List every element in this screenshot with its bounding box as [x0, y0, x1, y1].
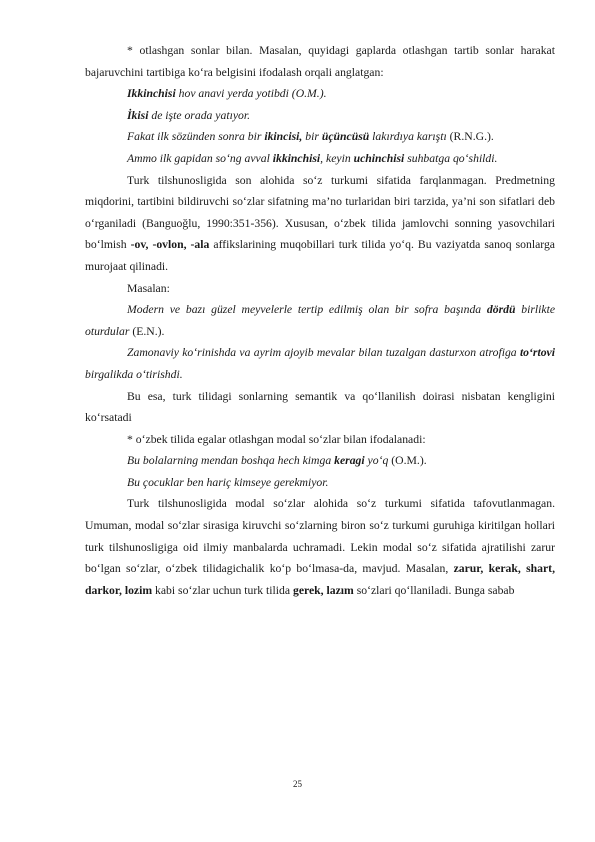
- text-run: so‘zlari qo‘llaniladi. Bunga sabab: [353, 583, 515, 597]
- paragraph: [85, 278, 555, 300]
- text-run: * o‘zbek tilida egalar otlashgan modal so‘zlar bilan ifodalanadi:: [127, 432, 426, 446]
- page-number: 25: [293, 779, 302, 789]
- text-run: Zamonaviy ko‘rinishda va ayrim ajoyib mevalar bilan tuzalgan dasturxon atrofiga: [127, 346, 520, 360]
- text-run: İkisi: [127, 108, 149, 122]
- text-run: ikincisi,: [264, 130, 303, 144]
- text-run: affikslarining muqobillari turk tilida yo‘q. Bu vaziyatda sanoq sonlarga murojaat qilinadi.: [85, 238, 555, 273]
- text-run: üçüncüsü: [321, 130, 370, 144]
- text-run: Bu çocuklar ben hariç kimseye gerekmiyor.: [127, 475, 329, 489]
- text-run: de işte orada yatıyor.: [148, 108, 251, 122]
- text-run: birlikte oturdular: [85, 303, 556, 338]
- paragraph: [85, 342, 555, 385]
- paragraph: [85, 83, 555, 105]
- paragraph: [85, 386, 555, 429]
- paragraph: [85, 299, 555, 342]
- text-run: uchinchisi: [353, 151, 405, 165]
- document-page: [85, 40, 555, 601]
- text-run: zarur, kerak, shart, darkor, lozim: [85, 562, 555, 597]
- text-run: hov anavi yerda yotibdi (O.M.).: [175, 87, 327, 101]
- text-run: yo‘q: [364, 454, 389, 468]
- paragraph: [85, 126, 555, 148]
- text-run: suhbatga qo‘shildi.: [404, 151, 498, 165]
- text-run: Masalan:: [127, 281, 170, 295]
- text-run: Bu bolalarning mendan boshqa hech kimga: [127, 454, 335, 468]
- text-run: Fakat ilk sözünden sonra bir: [127, 130, 265, 144]
- paragraph: [85, 450, 555, 472]
- text-run: ikkinchisi: [272, 151, 321, 165]
- text-run: (O.M.).: [388, 454, 427, 468]
- text-run: Bu esa, turk tilidagi sonlarning semantik va qo‘llanilish doirasi nisbatan kengligini ko‘rsatadi: [85, 389, 555, 425]
- paragraph: [85, 472, 555, 494]
- text-run: gerek, lazım: [292, 583, 354, 597]
- text-run: bir: [302, 130, 322, 144]
- text-run: dördü: [486, 303, 516, 317]
- paragraph: [85, 148, 555, 170]
- paragraph: [85, 40, 555, 83]
- text-run: birgalikda o‘tirishdi.: [85, 367, 183, 381]
- paragraph: [85, 493, 555, 601]
- text-run: (E.N.).: [129, 324, 165, 338]
- text-run: Modern ve bazı güzel meyvelerle tertip edilmiş olan bir sofra başında: [127, 303, 487, 317]
- text-run: to‘rtovi: [519, 346, 555, 360]
- paragraph: [85, 429, 555, 451]
- text-run: Turk tilshunosligida son alohida so‘z turkumi sifatida farqlanmagan. Predmetning miqdorini, tartibini bildiruvchi so‘zlar sifatning ma’no turlaridan biri tarzida, ya’ni son sifatlari deb o‘rganiladi (Banguoğlu, 1990:351-356). Xususan, o‘zbek tilida jamlovchi sonning yasovchilari bo‘lmish: [85, 173, 555, 252]
- text-run: * otlashgan sonlar bilan. Masalan, quyidagi gaplarda otlashgan tartib sonlar harakat bajaruvchini tartibiga ko‘ra belgisini ifodalash orqali anglatgan:: [85, 44, 555, 79]
- text-run: , keyin: [320, 151, 354, 165]
- text-run: kabi so‘zlar uchun turk tilida: [152, 583, 293, 597]
- paragraph: [85, 170, 555, 278]
- text-run: Ikkinchisi: [127, 87, 176, 101]
- paragraph: [85, 105, 555, 127]
- text-run: lakırdıya karıştı: [369, 130, 447, 144]
- text-run: Ammo ilk gapidan so‘ng avval: [127, 151, 273, 165]
- text-body: [85, 40, 555, 601]
- text-run: (R.N.G.).: [446, 130, 494, 144]
- text-run: -ov, -ovlon, -ala: [130, 238, 210, 252]
- text-run: Turk tilshunosligida modal so‘zlar alohida so‘z turkumi sifatida tafovutlanmagan. Umuman, modal so‘zlar sirasiga kiruvchi so‘zlarning biron so‘z turkumi guruhiga kiritilgan hollari turk tilshunosligiga oid ilmiy manbalarda uchramadi. Lekin modal so‘z sifatida ajratilishi zarur bo‘lgan so‘zlar, o‘zbek tilidagichalik ko‘p bo‘lmasa-da, mavjud. Masalan,: [85, 497, 555, 576]
- text-run: keragi: [334, 454, 365, 468]
